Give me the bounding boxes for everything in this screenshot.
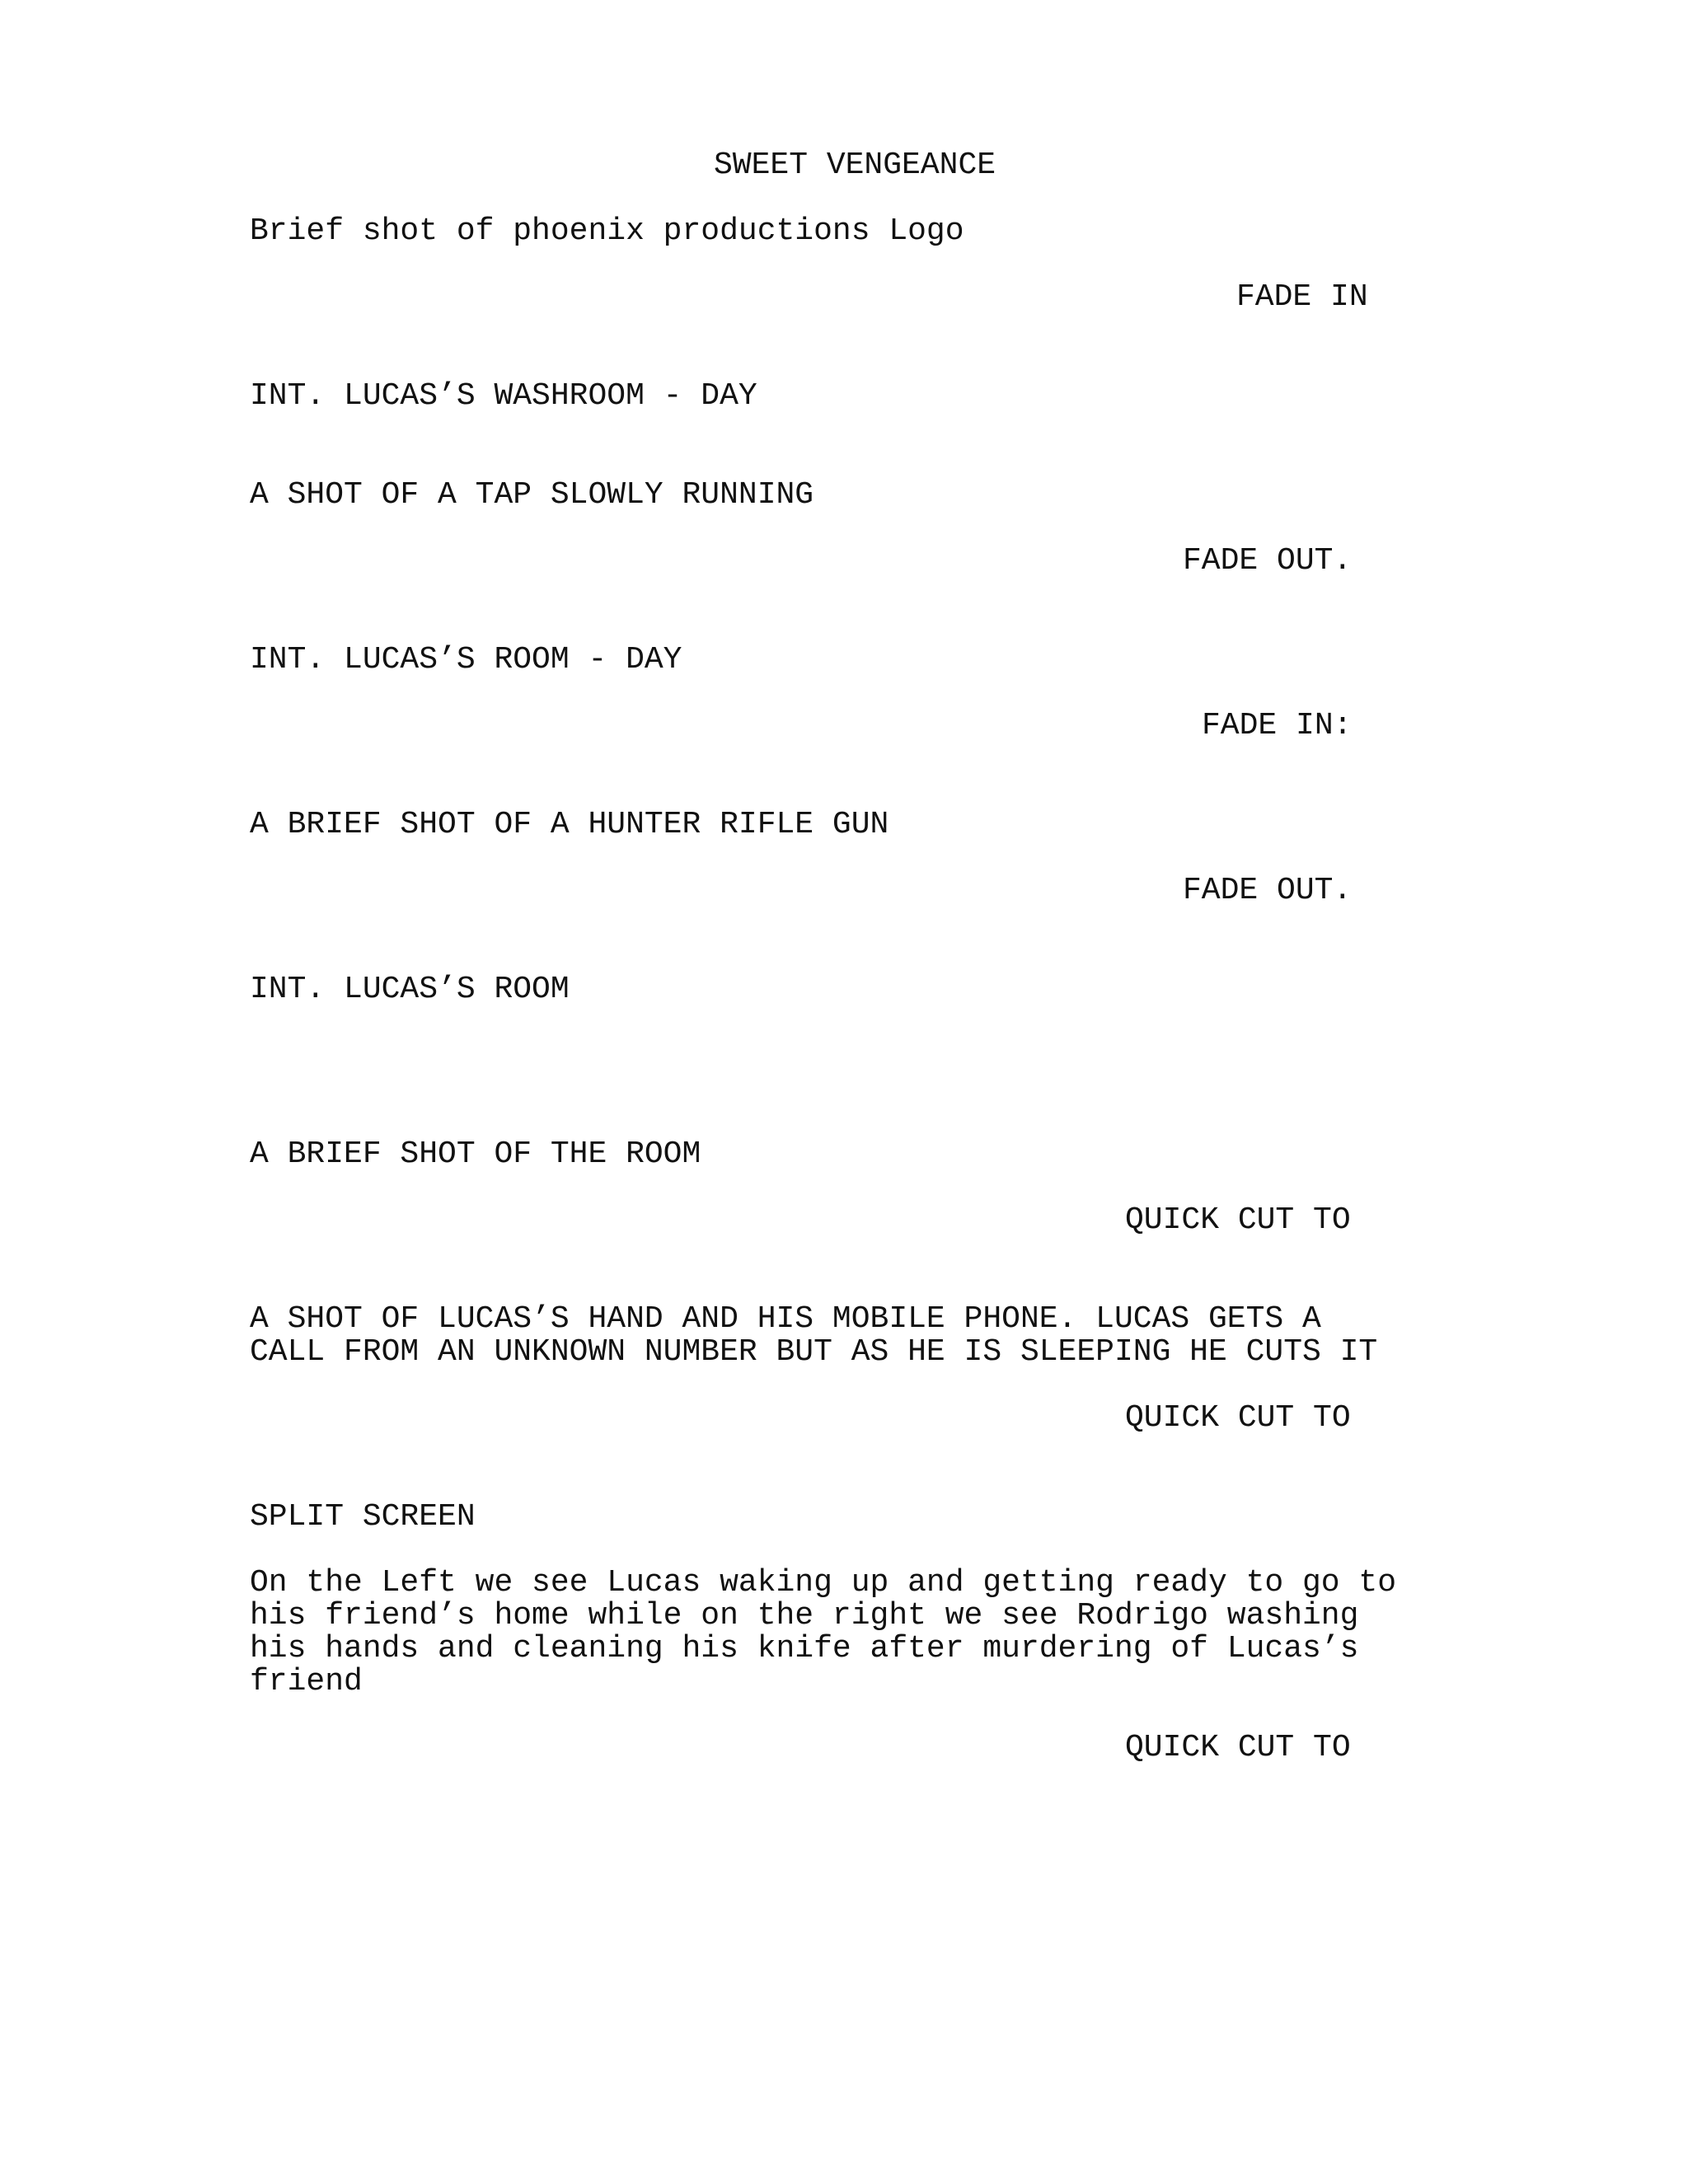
action-tap-shot: A SHOT OF A TAP SLOWLY RUNNING	[250, 477, 814, 513]
page-title: SWEET VENGEANCE	[714, 148, 996, 183]
action-phone-call: A SHOT OF LUCAS’S HAND AND HIS MOBILE PHONE. LUCAS GETS A CALL FROM AN UNKNOWN NUMBER BUT AS HE IS SLEEPING HE CUTS IT	[250, 1301, 1378, 1370]
action-rifle-shot: A BRIEF SHOT OF A HUNTER RIFLE GUN	[250, 807, 889, 842]
transition-quick-cut: QUICK CUT TO	[1125, 1400, 1351, 1436]
action-room-shot: A BRIEF SHOT OF THE ROOM	[250, 1137, 701, 1172]
transition-quick-cut: QUICK CUT TO	[1125, 1202, 1351, 1238]
scene-heading-room: INT. LUCAS’S ROOM	[250, 972, 570, 1007]
action-logo-shot: Brief shot of phoenix productions Logo	[250, 213, 964, 249]
scene-heading-washroom: INT. LUCAS’S WASHROOM - DAY	[250, 378, 757, 414]
transition-quick-cut: QUICK CUT TO	[1125, 1730, 1351, 1765]
transition-fade-in: FADE IN	[1236, 279, 1368, 315]
transition-fade-out: FADE OUT.	[1183, 543, 1353, 579]
scene-heading-room-day: INT. LUCAS’S ROOM - DAY	[250, 642, 682, 677]
transition-fade-out: FADE OUT.	[1183, 873, 1353, 908]
scene-heading-split-screen: SPLIT SCREEN	[250, 1499, 476, 1535]
action-split-screen: On the Left we see Lucas waking up and getting ready to go to his friend’s home while on the right we see Rodrigo washing his hands and cleaning his knife after murdering of Lucas’s friend	[250, 1565, 1397, 1699]
transition-fade-in: FADE IN:	[1202, 708, 1353, 743]
